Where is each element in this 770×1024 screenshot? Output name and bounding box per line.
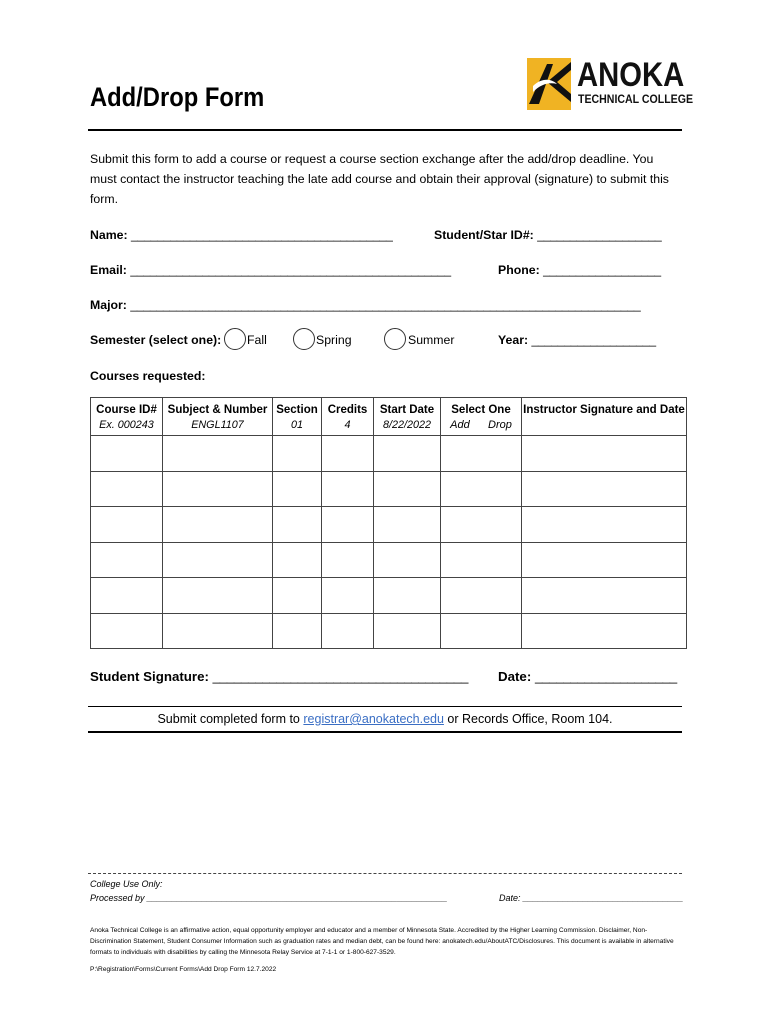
table-row[interactable] (91, 542, 687, 578)
table-row[interactable] (91, 471, 687, 507)
major-line[interactable]: ______________________________________________________________________________ (130, 298, 641, 312)
logo-subtitle: TECHNICAL COLLEGE (578, 94, 694, 106)
table-cell[interactable] (522, 436, 687, 472)
table-cell[interactable] (322, 542, 374, 578)
table-cell[interactable] (91, 542, 163, 578)
year-field[interactable] (498, 333, 656, 347)
table-cell[interactable] (322, 613, 374, 649)
table-cell[interactable] (522, 507, 687, 543)
table-cell[interactable] (441, 613, 522, 649)
college-use-date-field[interactable] (499, 893, 683, 903)
email-line[interactable]: _________________________________________________ (130, 263, 451, 277)
table-cell[interactable] (374, 436, 441, 472)
example-section: 01 (290, 419, 303, 431)
table-row[interactable] (91, 436, 687, 472)
table-cell[interactable] (273, 613, 322, 649)
email-field[interactable] (90, 263, 451, 277)
table-cell[interactable] (163, 436, 273, 472)
table-cell[interactable] (163, 542, 273, 578)
college-use-date-label: Date: (499, 893, 521, 903)
registrar-email-link[interactable]: registrar@anokatech.edu (303, 712, 444, 726)
student-signature-label: Student Signature: (90, 669, 209, 684)
college-logo (527, 56, 694, 110)
phone-line[interactable]: __________________ (543, 263, 661, 277)
student-id-line[interactable]: ___________________ (537, 228, 662, 242)
table-cell[interactable] (441, 542, 522, 578)
table-cell[interactable] (163, 471, 273, 507)
email-label: Email: (90, 263, 127, 277)
table-cell[interactable] (522, 578, 687, 614)
col-instructor-signature-label: Instructor Signature and Date (523, 404, 685, 416)
col-instructor-signature (522, 398, 687, 436)
table-cell[interactable] (522, 613, 687, 649)
table-cell[interactable] (163, 613, 273, 649)
name-line[interactable]: ________________________________________ (131, 228, 393, 242)
phone-label: Phone: (498, 263, 540, 277)
major-field[interactable] (90, 298, 640, 312)
radio-fall[interactable] (224, 328, 246, 350)
phone-field[interactable] (498, 263, 661, 277)
name-field[interactable] (90, 228, 393, 242)
radio-fall-label: Fall (247, 333, 267, 347)
table-cell[interactable] (441, 436, 522, 472)
col-section-label: Section (276, 404, 318, 416)
table-cell[interactable] (441, 471, 522, 507)
name-label: Name: (90, 228, 128, 242)
footer-disclaimer: Anoka Technical College is an affirmative action, equal opportunity employer and educator and a member of Minnesota State. Accredited by the Higher Learning Commission. Disclaimer, Non-Discrimination Statement, Student Consumer Information such as graduation rates and median debt, can be found here: anokatech.edu/AboutATC/Disclosures. This document is available in alternative formats to individuals with disabilities by calling the Minnesota Relay Service at 7-1-1 or 1-800-627-3529. (90, 927, 674, 956)
col-credits-label: Credits (327, 404, 368, 416)
select-drop-label: Drop (488, 419, 512, 431)
table-cell[interactable] (441, 507, 522, 543)
processed-by-line[interactable]: ____________________________________________________________ (147, 893, 448, 903)
table-cell[interactable] (374, 542, 441, 578)
logo-mark-icon (527, 58, 571, 110)
table-cell[interactable] (163, 578, 273, 614)
col-start-date (374, 398, 441, 436)
col-course-id (91, 398, 163, 436)
radio-summer[interactable] (384, 328, 406, 350)
table-cell[interactable] (374, 507, 441, 543)
student-id-label: Student/Star ID#: (434, 228, 534, 242)
col-select-one-label: Select One (451, 404, 511, 416)
table-cell[interactable] (163, 507, 273, 543)
table-cell[interactable] (322, 507, 374, 543)
example-credits: 4 (344, 419, 351, 431)
table-cell[interactable] (374, 471, 441, 507)
table-cell[interactable] (374, 578, 441, 614)
logo-name: ANOKA (577, 56, 685, 94)
col-select-one (441, 398, 522, 436)
table-cell[interactable] (322, 436, 374, 472)
table-cell[interactable] (374, 613, 441, 649)
table-row[interactable] (91, 507, 687, 543)
table-cell[interactable] (441, 578, 522, 614)
signature-date-field[interactable] (498, 669, 677, 684)
example-start-date: 8/22/2022 (382, 419, 432, 431)
table-header-row (91, 398, 687, 436)
table-cell[interactable] (273, 436, 322, 472)
submit-prefix: Submit completed form to (157, 712, 304, 726)
table-cell[interactable] (273, 578, 322, 614)
submit-suffix: or Records Office, Room 104. (443, 712, 613, 726)
semester-label: Semester (select one): (90, 333, 222, 347)
courses-table (90, 397, 687, 649)
select-add-label: Add (450, 419, 470, 431)
col-subject-label: Subject & Number (167, 404, 268, 416)
college-use-divider (88, 873, 682, 874)
col-start-date-label: Start Date (379, 404, 435, 416)
signature-date-line[interactable]: ____________________ (534, 669, 677, 684)
table-cell[interactable] (273, 542, 322, 578)
courses-label: Courses requested: (90, 369, 206, 383)
col-section (273, 398, 322, 436)
student-signature-field[interactable] (90, 669, 468, 684)
radio-spring-label: Spring (316, 333, 352, 347)
signature-date-label: Date: (498, 669, 532, 684)
table-cell[interactable] (322, 578, 374, 614)
radio-summer-label: Summer (408, 333, 455, 347)
radio-spring[interactable] (293, 328, 315, 350)
example-subject: ENGL1107 (191, 419, 244, 431)
table-cell[interactable] (322, 471, 374, 507)
submit-instructions (88, 706, 682, 733)
processed-by-label: Processed by (90, 893, 145, 903)
file-path: P:\Registration\Forms\Current Forms\Add Drop Form 12.7.2022 (90, 966, 277, 973)
page-title: Add/Drop Form (90, 82, 265, 112)
table-cell[interactable] (273, 507, 322, 543)
title-divider (88, 129, 682, 131)
intro-text: Submit this form to add a course or request a course section exchange after the add/drop deadline. You must contact the instructor teaching the late add course and obtain their approval (signature) to submit this form. (90, 152, 669, 206)
processed-by-field[interactable] (90, 893, 447, 903)
table-cell[interactable] (273, 471, 322, 507)
table-cell[interactable] (91, 613, 163, 649)
year-line[interactable]: ___________________ (531, 333, 656, 347)
table-cell[interactable] (91, 471, 163, 507)
table-row[interactable] (91, 613, 687, 649)
table-cell[interactable] (91, 507, 163, 543)
table-cell[interactable] (91, 436, 163, 472)
year-label: Year: (498, 333, 529, 347)
college-use-date-line[interactable]: ________________________________ (523, 893, 684, 903)
student-id-field[interactable] (434, 228, 661, 242)
col-credits (322, 398, 374, 436)
table-row[interactable] (91, 578, 687, 614)
major-label: Major: (90, 298, 127, 312)
college-use-label: College Use Only: (90, 879, 163, 889)
table-cell[interactable] (522, 542, 687, 578)
col-course-id-label: Course ID# (96, 404, 157, 416)
example-course-id: Ex. 000243 (99, 419, 154, 431)
col-subject (163, 398, 273, 436)
student-signature-line[interactable]: ____________________________________ (212, 669, 469, 684)
table-cell[interactable] (91, 578, 163, 614)
table-cell[interactable] (522, 471, 687, 507)
